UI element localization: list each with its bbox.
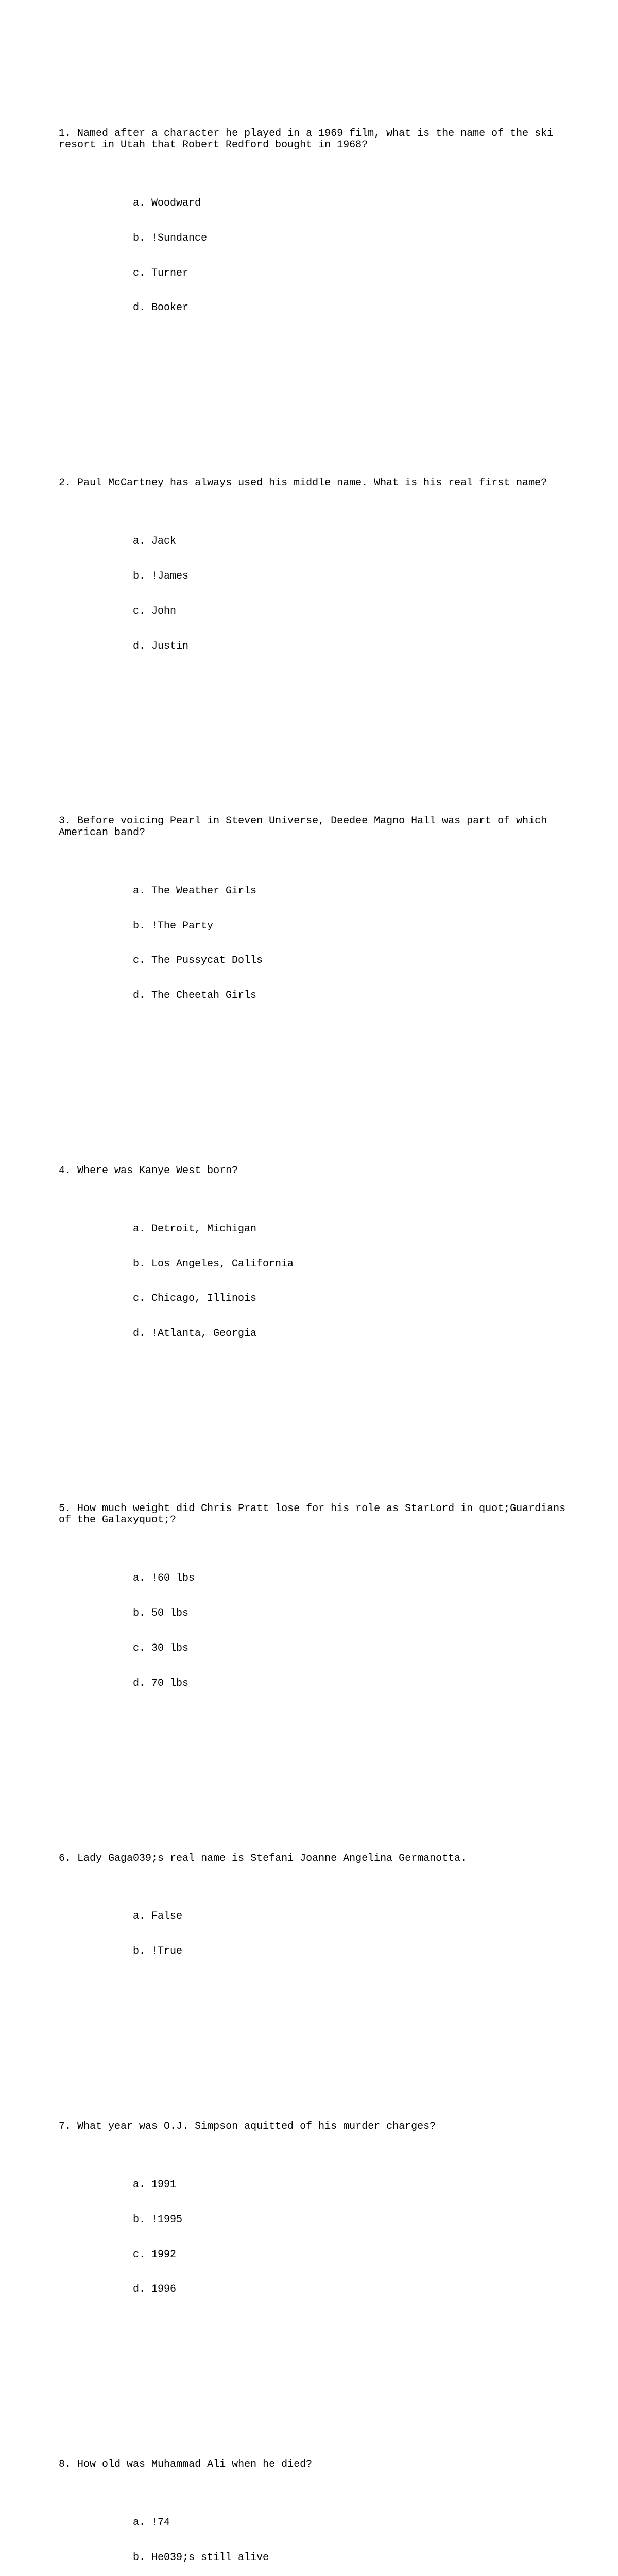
answer-option: d. Booker bbox=[133, 302, 189, 314]
question-text bbox=[59, 1503, 574, 1527]
spacer bbox=[59, 1410, 574, 1433]
question-text bbox=[59, 2121, 574, 2133]
spacer bbox=[59, 1759, 574, 1783]
question-prompt: Named after a character he played in a 1969 film, what is the name of the ski resort in Utah that Robert Redford bought in 1968? bbox=[59, 127, 560, 151]
answer-option: c. John bbox=[133, 605, 177, 617]
question-number: 6. bbox=[59, 1852, 72, 1865]
question-text bbox=[59, 816, 574, 839]
question-prompt: How old was Muhammad Ali when he died? bbox=[77, 2459, 313, 2470]
question-number: 5. bbox=[59, 1502, 72, 1515]
spacer bbox=[59, 722, 574, 746]
answer-options bbox=[59, 513, 574, 675]
answer-options bbox=[59, 1550, 574, 1713]
spacer bbox=[59, 2027, 574, 2051]
answer-option: d. 70 lbs bbox=[133, 1677, 189, 1689]
question-text bbox=[59, 128, 574, 151]
answer-option: c. 30 lbs bbox=[133, 1642, 189, 1654]
question-text bbox=[59, 1853, 574, 1865]
answer-option: b. !James bbox=[133, 570, 189, 582]
answer-options bbox=[59, 175, 574, 337]
question-number: 7. bbox=[59, 2120, 72, 2132]
question-6 bbox=[59, 1829, 574, 2004]
question-number: 4. bbox=[59, 1164, 72, 1177]
answer-option: a. Jack bbox=[133, 535, 177, 548]
question-4 bbox=[59, 1142, 574, 1386]
question-8 bbox=[59, 2436, 574, 2576]
answer-option: c. Chicago, Illinois bbox=[133, 1293, 257, 1305]
question-1 bbox=[59, 105, 574, 361]
answer-option: a. !60 lbs bbox=[133, 1572, 195, 1585]
question-text bbox=[59, 2459, 574, 2471]
answer-option: a. The Weather Girls bbox=[133, 885, 257, 897]
answer-option: a. Detroit, Michigan bbox=[133, 1223, 257, 1235]
answer-option: a. 1991 bbox=[133, 2178, 177, 2191]
question-prompt: Lady Gaga039;s real name is Stefani Joanne Angelina Germanotta. bbox=[77, 1852, 467, 1865]
question-5 bbox=[59, 1480, 574, 1736]
answer-option: d. !Atlanta, Georgia bbox=[133, 1328, 257, 1340]
question-prompt: Where was Kanye West born? bbox=[77, 1164, 238, 1177]
question-number: 8. bbox=[59, 2459, 72, 2470]
quiz-body bbox=[59, 58, 574, 2576]
question-prompt: Before voicing Pearl in Steven Universe, Deedee Magno Hall was part of which American band? bbox=[59, 815, 554, 839]
answer-option: c. The Pussycat Dolls bbox=[133, 955, 263, 967]
answer-options bbox=[59, 2494, 574, 2576]
answer-option: b. !The Party bbox=[133, 920, 214, 932]
answer-option: a. False bbox=[133, 1910, 183, 1923]
answer-option: b. Los Angeles, California bbox=[133, 1258, 294, 1270]
answer-option: b. 50 lbs bbox=[133, 1607, 189, 1620]
answer-option: d. Justin bbox=[133, 640, 189, 652]
question-text bbox=[59, 1165, 574, 1177]
question-2 bbox=[59, 454, 574, 699]
question-number: 3. bbox=[59, 815, 72, 827]
question-number: 2. bbox=[59, 477, 72, 489]
spacer bbox=[59, 384, 574, 408]
question-3 bbox=[59, 792, 574, 1048]
answer-option: b. !Sundance bbox=[133, 232, 208, 244]
answer-option: d. 1996 bbox=[133, 2283, 177, 2296]
answer-option: d. The Cheetah Girls bbox=[133, 990, 257, 1002]
answer-option: b. He039;s still alive bbox=[133, 2551, 269, 2564]
answer-option: c. Turner bbox=[133, 267, 189, 279]
answer-options bbox=[59, 1888, 574, 1981]
question-7 bbox=[59, 2098, 574, 2342]
spacer bbox=[59, 2365, 574, 2389]
answer-options bbox=[59, 862, 574, 1025]
question-prompt: How much weight did Chris Pratt lose for his role as StarLord in quot;Guardians of the Galaxyquot;? bbox=[59, 1502, 572, 1527]
question-text bbox=[59, 478, 574, 489]
answer-option: b. !True bbox=[133, 1945, 183, 1958]
answer-option: c. 1992 bbox=[133, 2248, 177, 2261]
question-prompt: Paul McCartney has always used his middle name. What is his real first name? bbox=[77, 477, 547, 489]
answer-options bbox=[59, 2156, 574, 2319]
answer-option: a. Woodward bbox=[133, 197, 201, 210]
answer-option: a. !74 bbox=[133, 2516, 170, 2529]
question-prompt: What year was O.J. Simpson aquitted of his murder charges? bbox=[77, 2120, 436, 2132]
spacer bbox=[59, 1072, 574, 1095]
answer-options bbox=[59, 1200, 574, 1363]
answer-option: b. !1995 bbox=[133, 2213, 183, 2226]
question-number: 1. bbox=[59, 127, 72, 140]
